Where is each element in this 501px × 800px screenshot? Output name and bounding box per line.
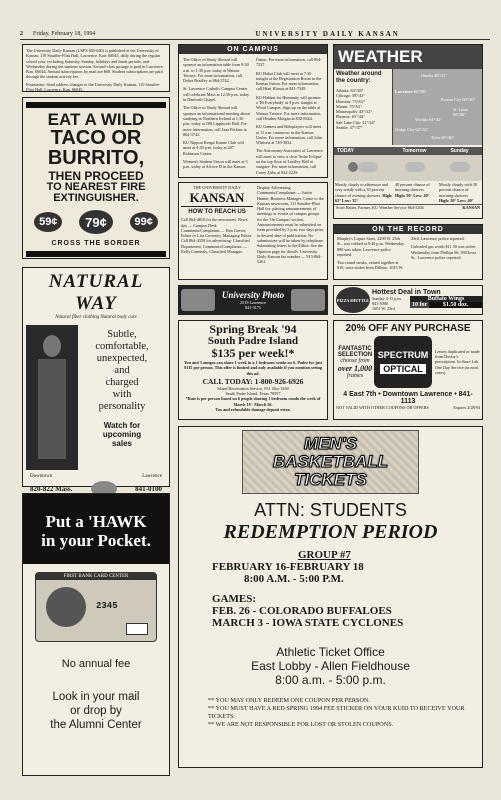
hot-day: Sunday 4-11 p.m.	[372, 295, 402, 301]
watch-1: Watch for	[103, 421, 141, 430]
map-label: Dodge City 62°/32°	[395, 127, 429, 132]
watch-2: upcoming	[102, 430, 142, 439]
city-temp: Houston: 73°/62°	[336, 98, 366, 104]
model-body-icon	[38, 359, 66, 459]
kansan-name: KANSAN	[181, 190, 253, 207]
masthead-text: The University Daily Kansan (USPS 650-640) is published at the University of Kansas, 119 Stauffer-Flint Hall, Lawrence, Kan. 66045, daily during the regular school year, excluding Saturday, Sunday, holidays and finals periods, and Wednesday during the summer session. Second-class postage is paid in Lawrence, Kan. 66044. Annual subscriptions by mail are $60. Student subscriptions are paid through the student activity fee.	[26, 48, 164, 80]
campus-item: KU Nippon Kenpo Karate Club will meet at 4:30 p.m. today at 207 Robinson Center.	[183, 140, 244, 156]
tom-text: 40 percent chance of morning showers	[395, 182, 430, 193]
on-campus-list	[179, 54, 327, 178]
campus-item: Women's Student Union will meet at 5 p.m. today at Alcove D in the Kansas Union. For more information, call 864-7337.	[183, 57, 322, 170]
taco-line-4: THEN PROCEED	[48, 169, 144, 183]
today-label: TODAY	[334, 147, 392, 155]
sun-icon	[348, 162, 358, 172]
page-header	[20, 28, 490, 40]
taco-line-2: TACO OR	[50, 127, 142, 149]
sb-resort: Island Reservation Service, P.O. Box 3160	[217, 385, 289, 391]
city-temp: Miami: 75°/61°	[336, 103, 363, 109]
jayhawk-icon	[46, 587, 86, 627]
note-2: ** YOU MUST HAVE A RED SPRING 1994 FEE STICKER ON YOUR KUID TO RECEIVE YOUR TICKETS.	[208, 704, 465, 720]
on-campus-box	[178, 44, 328, 178]
phone-left: 820-822 Mass.	[30, 485, 73, 493]
copy-1: Subtle,	[107, 329, 137, 340]
note-1: ** YOU MAY ONLY REDEEM ONE COUPON PER PERSON.	[208, 696, 370, 704]
copy-5: charged	[105, 377, 139, 388]
hottest-deal-ad	[333, 285, 483, 315]
watch-3: sales	[111, 439, 133, 448]
sb-tax: Tax and refundable damage deposit extra.	[215, 407, 291, 413]
f3: choose from	[340, 357, 370, 364]
pizza-shuttle-logo: PIZZA SHUTTLE	[336, 287, 370, 313]
tomorrow-label: Tomorrow	[392, 147, 437, 155]
credit-card	[35, 572, 157, 642]
hottest-details	[372, 296, 408, 312]
sun-hl: High: 50° Low: 40°	[439, 197, 474, 203]
hawk-card-ad	[22, 493, 170, 776]
hottest-title: Hottest Deal in Town	[372, 288, 441, 296]
map-label: Wichita 64°/42°	[415, 117, 443, 122]
deal-count: 10 for	[412, 301, 428, 308]
record-item: Unleaded gas worth $11.50 was stolen Wednesday from Phillips 66, 900 Iowa St., Lawrence police reported.	[411, 244, 477, 260]
hawk-line-1: Put a 'HAWK	[45, 512, 147, 531]
film-icon	[291, 289, 325, 311]
group-number: GROUP #7	[298, 548, 351, 561]
page-number: 2	[20, 30, 23, 37]
record-list	[334, 234, 482, 273]
kansan-right-text: Display Advertising Comments/Complaints — Justin Hunter, Business Manager. Come to the Kansan newsroom, 111 Stauffer-Flint Hall for: placing announcements of meetings or events of campus groups for the 'On Campus' section. Announcements must be submitted on form provided by 5 p.m. two days prior to desired date of publication. No submissions will be taken by telephone. Submitting letters to the Editor. See the Opinion page for details. University Daily Kansan fax number — 913-864-5261	[257, 185, 324, 265]
copy-2: comfortable,	[95, 341, 149, 352]
footer-1: Look in your mail	[52, 691, 140, 703]
tickets-h1: MEN'S	[303, 434, 358, 453]
campus-item: KU Bahai Club will meet at 7:30 tonight at the Registration Room in the Kansas Union. For more information, call Hiatt Khasat at 841-7349.	[256, 70, 322, 92]
record-item: Two round steaks, valued together at $10, were stolen from Dillons, 1015 W. 23rd, Lawrence police reported.	[337, 236, 465, 271]
campus-item: The Office of Study Abroad will sponsor an informational meeting about studying in Northern Ireland at 1:30 p.m. today at 108 Lippincott Hall. For more information, call Jana Perkins at 864-3742.	[183, 105, 250, 137]
tickets-h3: TICKETS	[294, 469, 367, 489]
optical-brand: OPTICAL	[380, 364, 426, 374]
masthead-note	[22, 44, 170, 92]
game-1: FEB. 26 - COLORADO BUFFALOES	[212, 604, 392, 617]
price-79: 79¢	[79, 210, 113, 234]
sb-title: Spring Break '94	[209, 322, 297, 336]
location-2: Lawrence	[142, 474, 162, 479]
spectrum-fine: NOT VALID WITH OTHER COUPONS OR OFFERS	[336, 405, 429, 410]
paper-name: UNIVERSITY DAILY KANSAN	[255, 29, 400, 38]
weather-credit: Scott Hatter, Farmer, KU Weather Service 864-5204	[336, 205, 424, 211]
location-1: Downtown	[30, 474, 53, 479]
card-title: FIRST BANK CARD CENTER	[36, 573, 156, 580]
photo-addr: 2519 Lawrence	[240, 299, 266, 305]
card-number: 2345	[96, 601, 118, 611]
copy-3: unexpected,	[96, 353, 148, 364]
university-photo-ad	[178, 285, 328, 315]
redemption-times: 8:00 A.M. - 5:00 P.M.	[244, 572, 344, 585]
campus-item: St. Lawrence Catholic Campus Center will celebrate Mass at 12:30 p.m. today in Danforth Chapel.	[183, 86, 250, 103]
how-to-reach: HOW TO REACH US	[188, 209, 246, 216]
sunday-forecast	[439, 182, 481, 203]
photo-phone: 841-3171	[244, 305, 262, 310]
games-label: GAMES:	[212, 592, 256, 605]
sb-note: *Rate is per person based on 6 people sharing 1 bedroom condo the week of March 19 - March 26.	[185, 396, 321, 407]
map-label: Tulsa 65°/40°	[431, 135, 455, 140]
tom-hl: High: 50° Low: 40°	[395, 192, 430, 198]
basketball-tickets-ad	[178, 426, 483, 768]
copy-7: personality	[98, 401, 146, 412]
cloud-icon	[358, 162, 378, 172]
phone-right: 841-0100	[135, 485, 162, 493]
rain-cloud-icon	[405, 162, 425, 172]
ticket-hours: 8:00 a.m. - 5:00 p.m.	[275, 672, 386, 687]
deal-price: $1.50 doz.	[429, 302, 482, 308]
on-record-title: ON THE RECORD	[334, 225, 482, 234]
campus-item: KU Habitat for Humanity will sponsor a 'Hi Everybody' at 9 p.m. tonight at Wood Campus. Sign up on the table at Watson Terrace. For more information, call Heather Morgan at 832-8344.	[256, 94, 322, 121]
city-temp: Chicago: 58°/43°	[336, 93, 366, 99]
game-2: MARCH 3 - IOWA STATE CYCLONES	[212, 616, 404, 629]
taco-line-1: EAT A WILD	[47, 110, 145, 129]
note-3: ** WE ARE NOT RESPONSIBLE FOR LOST OR STOLEN COUPONS.	[208, 720, 394, 728]
kansan-small: THE UNIVERSITY DAILY	[193, 185, 241, 190]
camera-icon	[181, 289, 215, 311]
taco-line-3: BURRITO,	[47, 147, 145, 169]
on-campus-title: ON CAMPUS	[179, 45, 327, 54]
weather-credit-kansan: KANSAN	[462, 205, 480, 211]
copy-4: and	[114, 365, 130, 376]
redemption-dates: FEBRUARY 16-FEBRUARY 18	[212, 560, 364, 573]
sb-call: CALL TODAY: 1-800-926-6926	[202, 376, 304, 386]
cloud-icon	[450, 162, 470, 172]
kansan-left-text: Call 864-4810 for the newsroom: News tips — Campus Desk Comments/Complaints — Ben Grover, Editor or Lisa Coventry, Managing Editor. Call 864-4358 for advertising: Classified Department, Comments/Complaints — Kelly Connealy, Classified Manager.	[181, 217, 253, 255]
no-fee: No annual fee	[61, 658, 131, 670]
ad-top-bar	[26, 102, 166, 108]
hot-addr: 1601 W. 23rd	[372, 306, 395, 312]
hawk-header	[23, 494, 169, 564]
map-label: Lawrence 62°/35°	[395, 89, 427, 94]
copy-6: with	[112, 389, 132, 400]
footer-3: the Alumni Center	[50, 719, 142, 731]
ticket-office: Athletic Ticket Office	[276, 644, 385, 659]
map-label: Omaha 48°/31°	[421, 73, 448, 78]
tomorrow-forecast	[393, 182, 439, 203]
spring-break-ad	[178, 320, 328, 420]
city-temp: Phoenix: 65°/44°	[336, 114, 365, 120]
map-label: St. Louis 60°/40°	[453, 107, 469, 118]
campus-item: The Office of Study Abroad will sponsor an information table from 8:30 a.m. to 1:30 p.m. today at Watson Terrace. For more information, call Debra Bradley at 864-3742.	[183, 57, 249, 84]
watch-sales	[78, 421, 166, 448]
spectrum-addr: 4 East 7th • Downtown Lawrence • 841-1113	[343, 391, 473, 405]
f4: over 1,000	[337, 363, 373, 373]
sb-details: You and 3 amigos can share 1 week in a 1 bedroom condo on S. Padre for just $135 per person. This offer is limited and only available if you mention seeing this ad.	[183, 360, 323, 376]
on-record-box	[333, 224, 483, 280]
price-59: 59¢	[34, 212, 62, 232]
campus-item: The Astronomy Associates of Lawrence will meet to view a clear 'Solar Eclipse' on the top floor of Lindley Hall to stargaze. For more information, call Corey Zirbs at 842-2229.	[256, 148, 323, 175]
spectrum-optical-ad	[333, 320, 483, 420]
photo-name: University Photo	[221, 289, 285, 300]
tickets-header	[242, 430, 419, 494]
issue-date: Friday, February 18, 1994	[33, 30, 96, 37]
taco-line-5: TO NEAREST FIRE	[46, 181, 146, 193]
natural-copy	[78, 325, 166, 470]
sun-text: Mostly cloudy with 20 percent chance of morning showers	[439, 182, 478, 198]
postmaster-text: Postmaster: Send address changes to the University Daily Kansan, 119 Stauffer-Flint Hall, Lawrence, Kan. 66045.	[26, 81, 161, 93]
sb-dest: South Padre Island	[207, 335, 299, 347]
hot-phone: 841-5000	[372, 300, 389, 306]
hawk-footer	[23, 690, 169, 732]
f2: SELECTION	[337, 351, 373, 358]
ticket-lobby: East Lobby - Allen Fieldhouse	[251, 658, 410, 673]
today-text: Mostly cloudy to afternoon and very windy with a 30 percent chance of evening showers.	[335, 182, 388, 198]
taco-line-6: EXTINGUISHER.	[53, 192, 139, 204]
footer-2: or drop by	[70, 705, 122, 717]
f5: frames	[346, 372, 364, 379]
spectrum-headline: 20% OFF ANY PURCHASE	[345, 323, 471, 334]
map-label: Kansas City 60°/40°	[441, 97, 476, 102]
taco-brand: CROSS THE BORDER	[51, 240, 141, 247]
model-head-icon	[43, 335, 61, 357]
sb-price: $135 per week!*	[211, 346, 295, 360]
kansas-map	[392, 69, 482, 145]
price-row	[26, 210, 166, 234]
wings-label: Buffalo Wings	[410, 296, 482, 302]
city-list	[336, 88, 390, 130]
spectrum-expires: Expires 2/28/94	[453, 405, 480, 410]
city-temp: Salt Lake City: 41°/24°	[336, 119, 376, 125]
record-item: Murphy's Liquor Store, 2200 W. 25th St., was robbed at 9:40 p.m. Wednesday. $90 was taken, Lawrence police reported.	[337, 236, 405, 257]
natural-way-name: NATURAL WAY	[48, 271, 144, 314]
attn-students: ATTN: STUDENTS	[254, 499, 407, 520]
weather-box	[333, 44, 483, 219]
today-hl: High: 62° Low: 35°	[335, 192, 393, 203]
spectrum-brand: SPECTRUM	[377, 350, 429, 360]
weather-subtitle: Weather around the country:	[336, 71, 382, 84]
spectrum-logo	[374, 336, 432, 388]
ad-bottom-bar	[26, 251, 166, 257]
campus-item: KU Gamers and Roleplayers will meet at 11 a.m. tomorrow in the Kansas Union. For more information, call John Whitsett at 749-3832.	[256, 124, 322, 146]
city-temp: Minneapolis: 43°/32°	[336, 109, 373, 115]
hawk-line-2: in your Pocket.	[41, 531, 151, 550]
model-photo	[26, 325, 78, 470]
spectrum-side: Lenses duplicated or made from Doctor's prescription. In Store Lab One Day Service (in most cases).	[435, 348, 480, 375]
natural-way-ad	[22, 267, 170, 493]
tickets-h2: BASKETBALL	[272, 451, 389, 471]
f1: FANTASTIC	[338, 345, 372, 352]
price-99: 99¢	[130, 212, 158, 232]
sunday-label: Sunday	[437, 147, 482, 155]
kansan-contact-box	[178, 182, 328, 280]
city-temp: Atlanta: 63°/49°	[336, 88, 364, 93]
visa-icon	[126, 623, 148, 635]
today-forecast	[335, 182, 393, 203]
taco-ad	[22, 97, 170, 259]
weather-title: WEATHER	[334, 45, 482, 69]
redemption-period: REDEMPTION PERIOD	[223, 520, 438, 543]
city-temp: Seattle: 47°/37°	[336, 125, 363, 131]
sb-addr: South Padre Island, Texas 78597	[225, 391, 281, 397]
natural-way-tagline: Natural fiber clothing Natural body care	[55, 315, 137, 320]
